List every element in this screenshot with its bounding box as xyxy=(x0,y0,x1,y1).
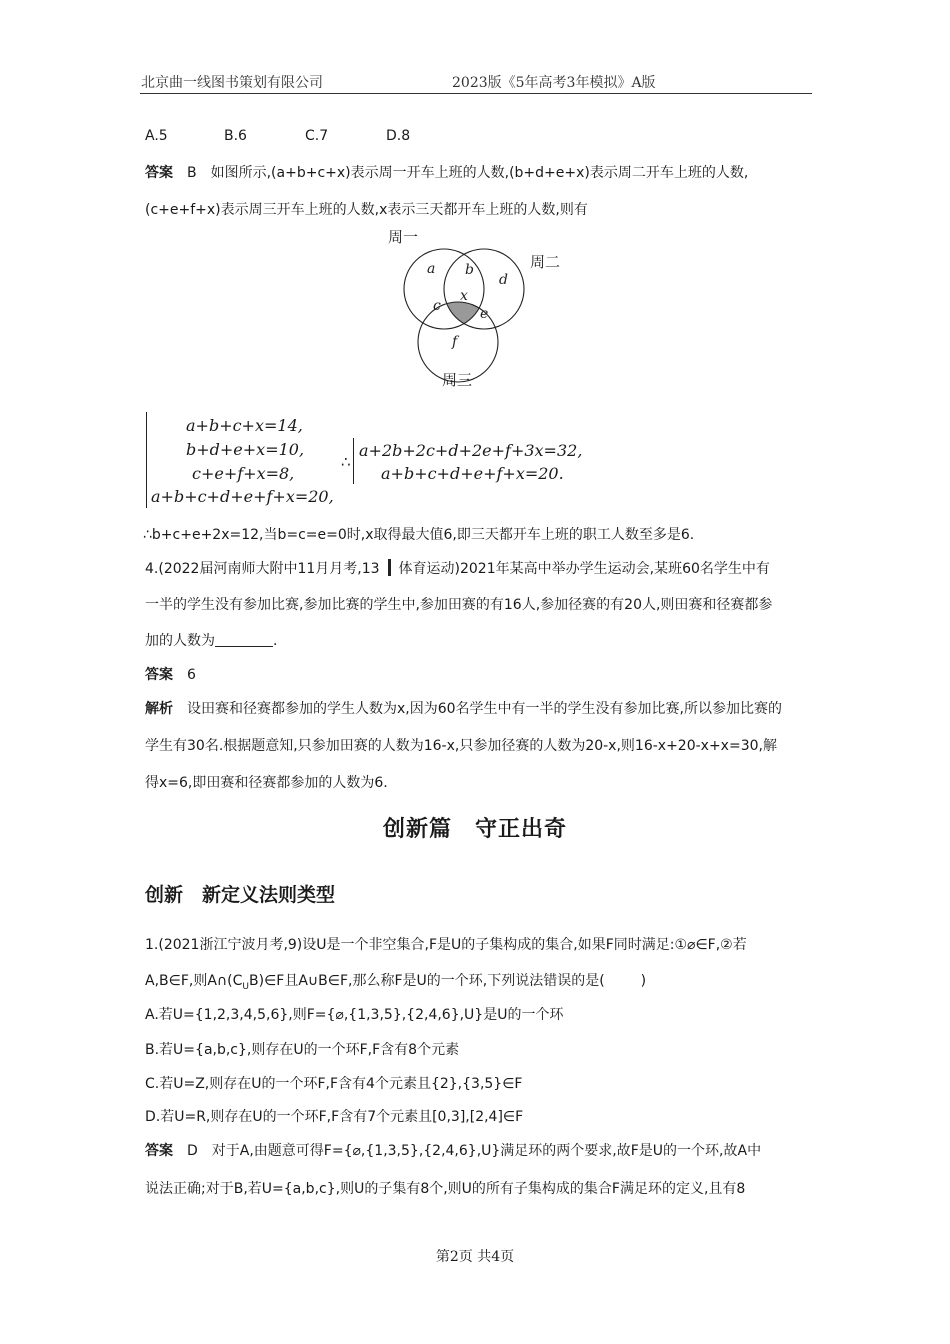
q4-answer xyxy=(145,664,196,684)
region-a: a xyxy=(427,261,436,277)
answer-label: 答案 xyxy=(145,667,173,683)
option-a: A.5 xyxy=(145,128,168,144)
equation-sum-2: a+b+c+d+e+f+x=20. xyxy=(381,464,564,483)
q4-line1 xyxy=(145,558,770,578)
region-x: x xyxy=(460,288,468,304)
answer-label: 答案 xyxy=(145,165,173,181)
section-title: 创新篇 守正出奇 xyxy=(382,817,567,842)
q1-line2 xyxy=(145,970,646,992)
equation-sum-1: a+2b+2c+d+2e+f+3x=32, xyxy=(359,441,583,460)
q4-line3 xyxy=(145,630,277,650)
region-b: b xyxy=(465,262,474,278)
q4-analysis-line1 xyxy=(145,698,782,718)
q4-source: 4.(2022届河南师大附中11月月考,13 xyxy=(145,561,380,577)
right-brace xyxy=(353,438,354,484)
label-monday: 周一 xyxy=(388,228,419,246)
q1-answer xyxy=(145,1140,761,1160)
equation-4: a+b+c+d+e+f+x=20, xyxy=(151,487,334,506)
complement-subscript: U xyxy=(242,981,249,992)
equation-1: a+b+c+x=14, xyxy=(186,416,303,435)
region-e: e xyxy=(480,306,489,322)
answer-blank xyxy=(215,632,273,647)
option-b: B.6 xyxy=(224,128,247,144)
answer-text: D 对于A,由题意可得F={⌀,{1,3,5},{2,4,6},U}满足环的两个要求,故F是U的一个环,故A中 xyxy=(187,1143,762,1159)
q1-option-d: D.若U=R,则存在U的一个环F,F含有7个元素且[0,3],[2,4]∈F xyxy=(145,1109,524,1125)
q1-answer-line2: 说法正确;对于B,若U={a,b,c},则U的子集有8个,则U的所有子集构成的集合F满足环的定义,且有8 xyxy=(145,1181,746,1197)
header-divider xyxy=(140,93,812,94)
analysis-label: 解析 xyxy=(145,701,173,717)
q4-analysis-line3: 得x=6,即田赛和径赛都参加的人数为6. xyxy=(145,775,388,791)
q1-option-a: A.若U={1,2,3,4,5,6},则F={⌀,{1,3,5},{2,4,6},U}是U的一个环 xyxy=(145,1007,564,1023)
q1-option-b: B.若U={a,b,c},则存在U的一个环F,F含有8个元素 xyxy=(145,1042,460,1058)
option-d: D.8 xyxy=(386,128,411,144)
equation-3: c+e+f+x=8, xyxy=(192,464,295,483)
q1-option-c: C.若U=Z,则存在U的一个环F,F含有4个元素且{2},{3,5}∈F xyxy=(145,1076,523,1092)
region-f: f xyxy=(452,334,458,350)
q3-answer-line2: (c+e+f+x)表示周三开车上班的人数,x表示三天都开车上班的人数,则有 xyxy=(145,202,588,218)
q4-analysis-line2: 学生有30名.根据题意知,只参加田赛的人数为16-x,只参加径赛的人数为20-x,则16-x+20-x+x=30,解 xyxy=(145,738,777,754)
page-number: 第2页 共4页 xyxy=(435,1249,515,1265)
answer-value: 6 xyxy=(187,667,196,683)
region-c: c xyxy=(433,298,441,314)
q4-stem: 体育运动)2021年某高中举办学生运动会,某班60名学生中有 xyxy=(398,561,770,577)
subsection-title: 创新 新定义法则类型 xyxy=(145,884,336,906)
q3-conclusion: ∴b+c+e+2x=12,当b=c=e=0时,x取得最大值6,即三天都开车上班的职工人数至多是6. xyxy=(143,527,695,543)
header-book-title: 2023版《5年高考3年模拟》A版 xyxy=(452,75,656,91)
label-wednesday: 周三 xyxy=(442,371,473,389)
q4-line3-text: 加的人数为 xyxy=(145,633,215,649)
q4-line3-end: . xyxy=(273,633,278,649)
label-tuesday: 周二 xyxy=(530,253,561,271)
q1-line1: 1.(2021浙江宁波月考,9)设U是一个非空集合,F是U的子集构成的集合,如果F同时满足:①⌀∈F,②若 xyxy=(145,937,747,953)
q1-line2-part2: B)∈F且A∪B∈F,那么称F是U的一个环,下列说法错误的是( xyxy=(249,973,605,989)
left-brace xyxy=(146,412,147,508)
region-d: d xyxy=(499,272,508,288)
q3-answer xyxy=(145,162,748,182)
header-publisher: 北京曲一线图书策划有限公司 xyxy=(141,75,323,91)
option-c: C.7 xyxy=(305,128,329,144)
q1-line2-part1: A,B∈F,则A∩(C xyxy=(145,973,243,989)
q4-line2: 一半的学生没有参加比赛,参加比赛的学生中,参加田赛的有16人,参加径赛的有20人,则田赛和径赛都参 xyxy=(145,597,773,613)
answer-label: 答案 xyxy=(145,1143,173,1159)
q1-line2-close: ) xyxy=(640,973,647,989)
equation-2: b+d+e+x=10, xyxy=(186,440,305,459)
divider-bar xyxy=(388,559,391,576)
analysis-text: 设田赛和径赛都参加的学生人数为x,因为60名学生中有一半的学生没有参加比赛,所以参加比赛的 xyxy=(187,701,782,717)
answer-text: B 如图所示,(a+b+c+x)表示周一开车上班的人数,(b+d+e+x)表示周二开车上班的人数, xyxy=(187,165,749,181)
venn-diagram xyxy=(380,222,580,394)
therefore-symbol: ∴ xyxy=(341,453,351,471)
